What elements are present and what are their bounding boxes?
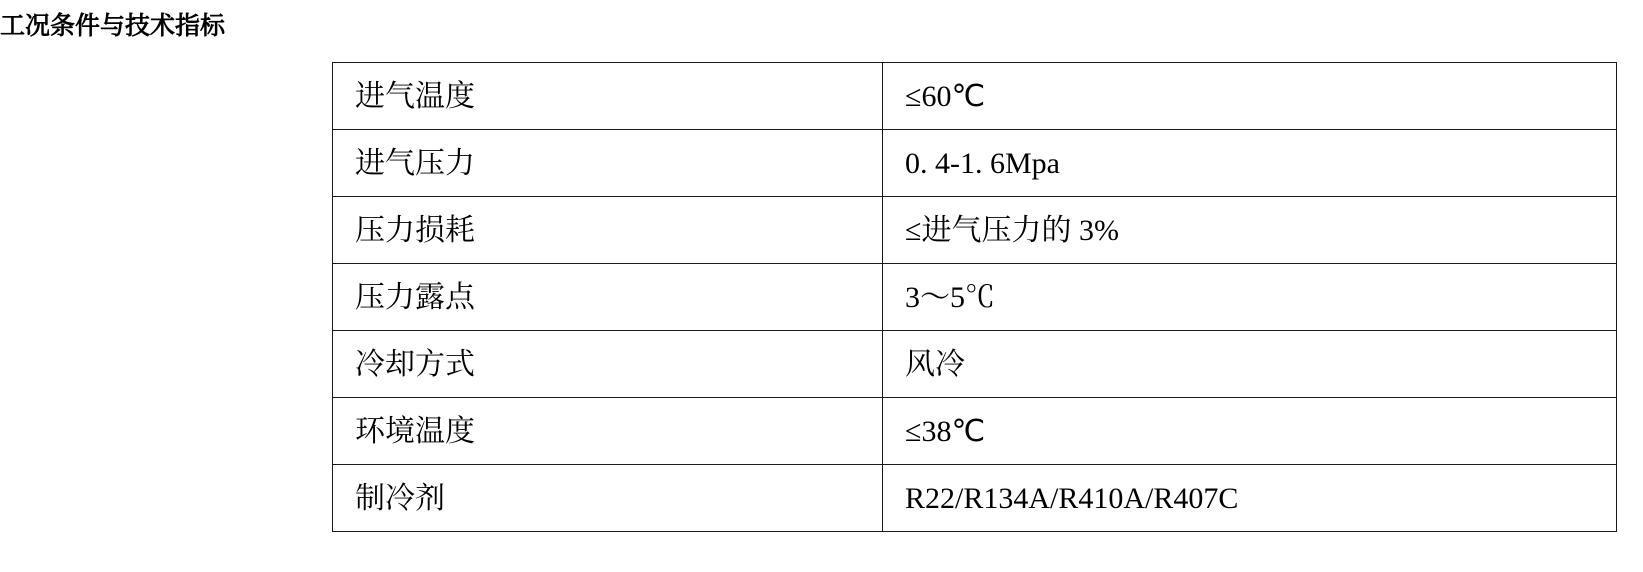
table-cell-value: R22/R134A/R410A/R407C (883, 465, 1617, 532)
table-cell-parameter: 冷却方式 (333, 331, 883, 398)
table-cell-parameter: 环境温度 (333, 398, 883, 465)
table-cell-parameter: 进气温度 (333, 63, 883, 130)
table-row (333, 63, 1617, 130)
page-title: 工况条件与技术指标 (0, 12, 226, 40)
table-row (333, 264, 1617, 331)
spec-table-container (332, 62, 1572, 532)
table-cell-value: ≤进气压力的 3% (883, 197, 1617, 264)
table-cell-value: 3～5℃ (883, 264, 1617, 331)
table-cell-value: ≤60℃ (883, 63, 1617, 130)
spec-table (332, 62, 1617, 532)
table-cell-parameter: 压力损耗 (333, 197, 883, 264)
table-cell-value: 风冷 (883, 331, 1617, 398)
spec-table-body (333, 63, 1617, 532)
table-row (333, 465, 1617, 532)
table-row (333, 197, 1617, 264)
table-row (333, 398, 1617, 465)
table-cell-value: 0. 4-1. 6Mpa (883, 130, 1617, 197)
table-cell-parameter: 进气压力 (333, 130, 883, 197)
table-row (333, 331, 1617, 398)
table-cell-parameter: 制冷剂 (333, 465, 883, 532)
table-row (333, 130, 1617, 197)
table-cell-value: ≤38℃ (883, 398, 1617, 465)
table-cell-parameter: 压力露点 (333, 264, 883, 331)
